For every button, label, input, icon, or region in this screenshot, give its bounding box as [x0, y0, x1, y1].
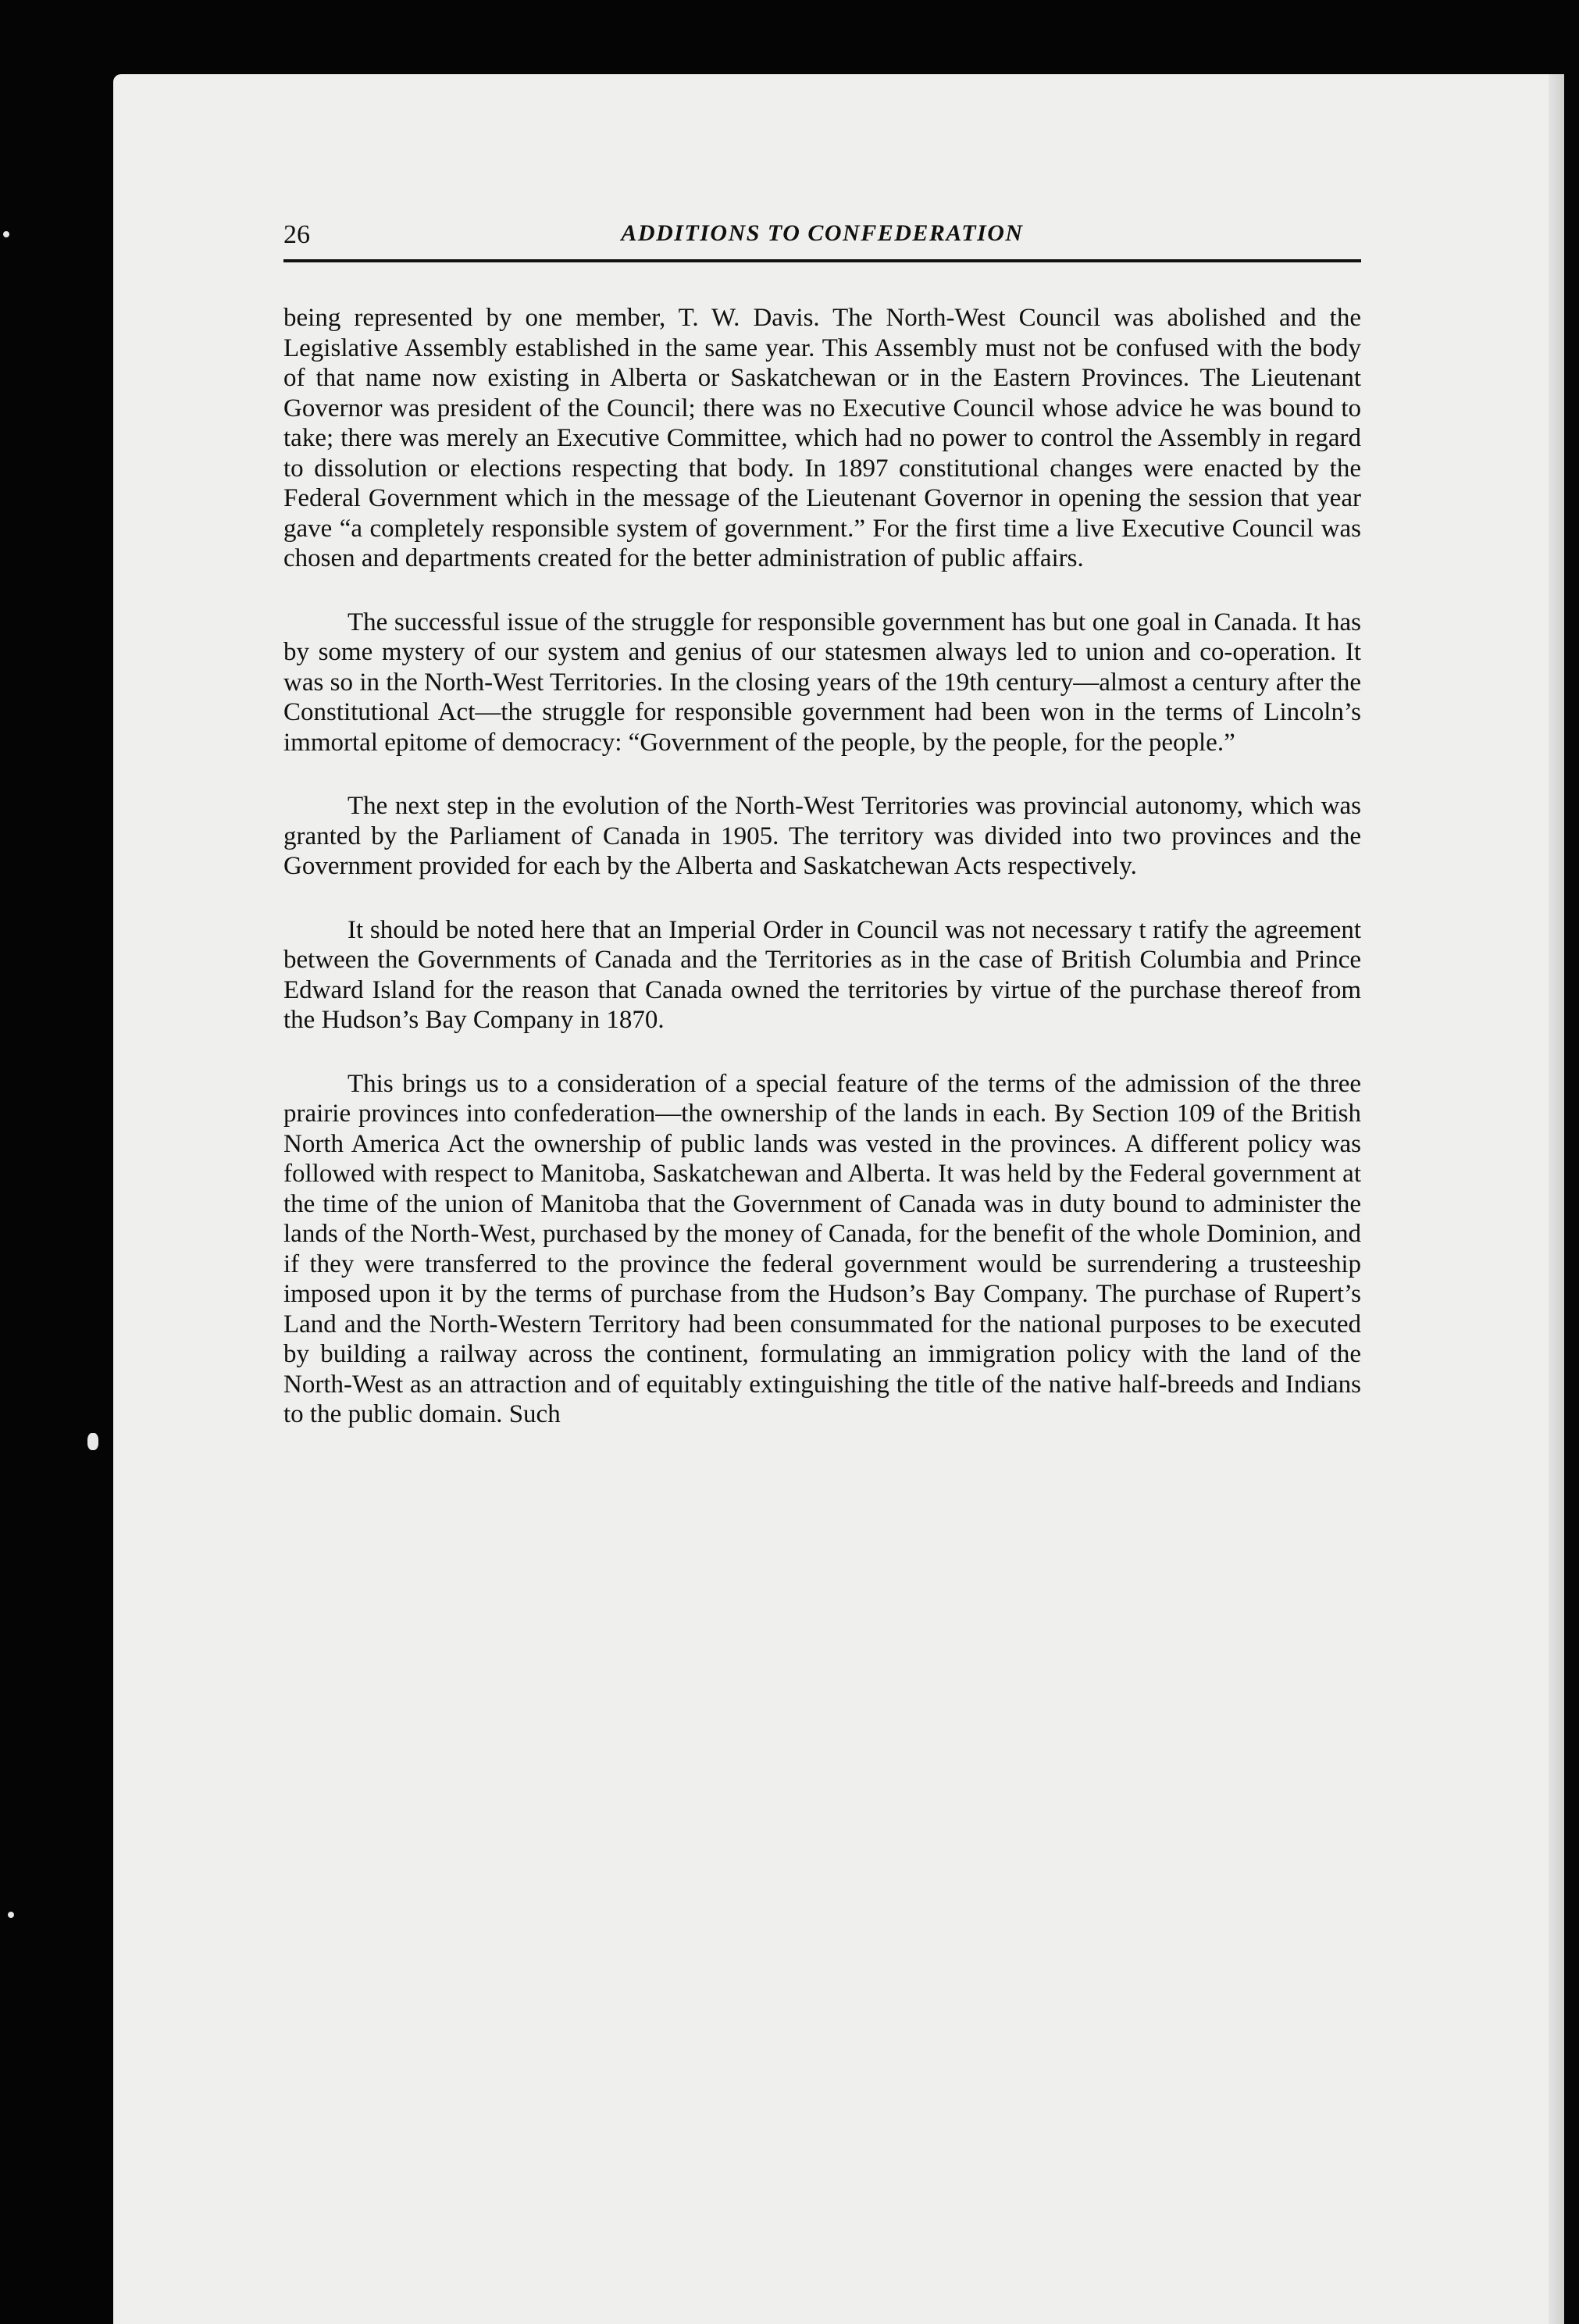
paragraph-provincial-autonomy: The next step in the evolution of the North-West Territories was provincial autonomy, which was granted by the Parliament of Canada in 1905. The territory was divided into two provinces and the Government provided for each by the Alberta and Saskatchewan Acts respectively.	[283, 792, 1361, 880]
paragraph-land-ownership: This brings us to a consideration of a special feature of the terms of the admission of the three prairie provinces into confederation—the ownership of the lands in each. By Section 109 of the British North America Act the ownership of public lands was vested in the provinces. A different policy was followed with respect to Manitoba, Saskatchewan and Alberta. It was held by the Federal government at the time of the union of Manitoba that the Government of Canada was in duty bound to administer the lands of the North-West, purchased by the money of Canada, for the benefit of the whole Dominion, and if they were transferred to the province the federal government would be surrendering a trusteeship imposed upon it by the terms of purchase from the Hudson’s Bay Company. The purchase of Rupert’s Land and the North-Western Territory had been consummated for the national purposes to be executed by building a railway across the continent, formulating an immigration policy with the land of the North-West as an attraction and of equitably extinguishing the title of the native half-breeds and Indians to the public domain. Such	[283, 1069, 1361, 1428]
film-speck	[8, 1912, 14, 1918]
paragraph-imperial-order: It should be noted here that an Imperial Order in Council was not necessary t ratify the agreement between the Governments of Canada and the Territories as in the case of British Columbia and Prince Edward Island for the reason that Canada owned the territories by virtue of the purchase thereof from the Hudson’s Bay Company in 1870.	[283, 915, 1361, 1034]
paragraph-responsible-government: The successful issue of the struggle for responsible government has but one goal in Canada. It has by some mystery of our system and genius of our statesmen always led to union and co-operation. It was so in the North-West Territories. In the closing years of the 19th century—almost a century after the Constitutional Act—the struggle for responsible government had been won in the terms of Lincoln’s immortal epitome of democracy: “Government of the people, by the people, for the people.”	[283, 608, 1361, 757]
page-number: 26	[283, 220, 310, 249]
running-title: ADDITIONS TO CONFEDERATION	[621, 220, 1024, 246]
page-body	[283, 303, 1361, 1463]
page-header	[283, 220, 1361, 262]
film-speck	[3, 231, 9, 237]
page-edge	[1549, 74, 1564, 2324]
paragraph-continued: being represented by one member, T. W. Davis. The North-West Council was abolished and the Legislative Assembly established in the same year. This Assembly must not be confused with the body of that name now existing in Alberta or Saskatchewan or in the Eastern Provinces. The Lieutenant Governor was president of the Council; there was no Executive Council whose advice he was bound to take; there was merely an Executive Committee, which had no power to control the Assembly in regard to dissolution or elections respecting that body. In 1897 constitutional changes were enacted by the Federal Government which in the message of the Lieutenant Governor in opening the session that year gave “a completely responsible system of government.” For the first time a live Executive Council was chosen and departments created for the better administration of public affairs.	[283, 304, 1361, 572]
film-speck	[87, 1433, 98, 1450]
